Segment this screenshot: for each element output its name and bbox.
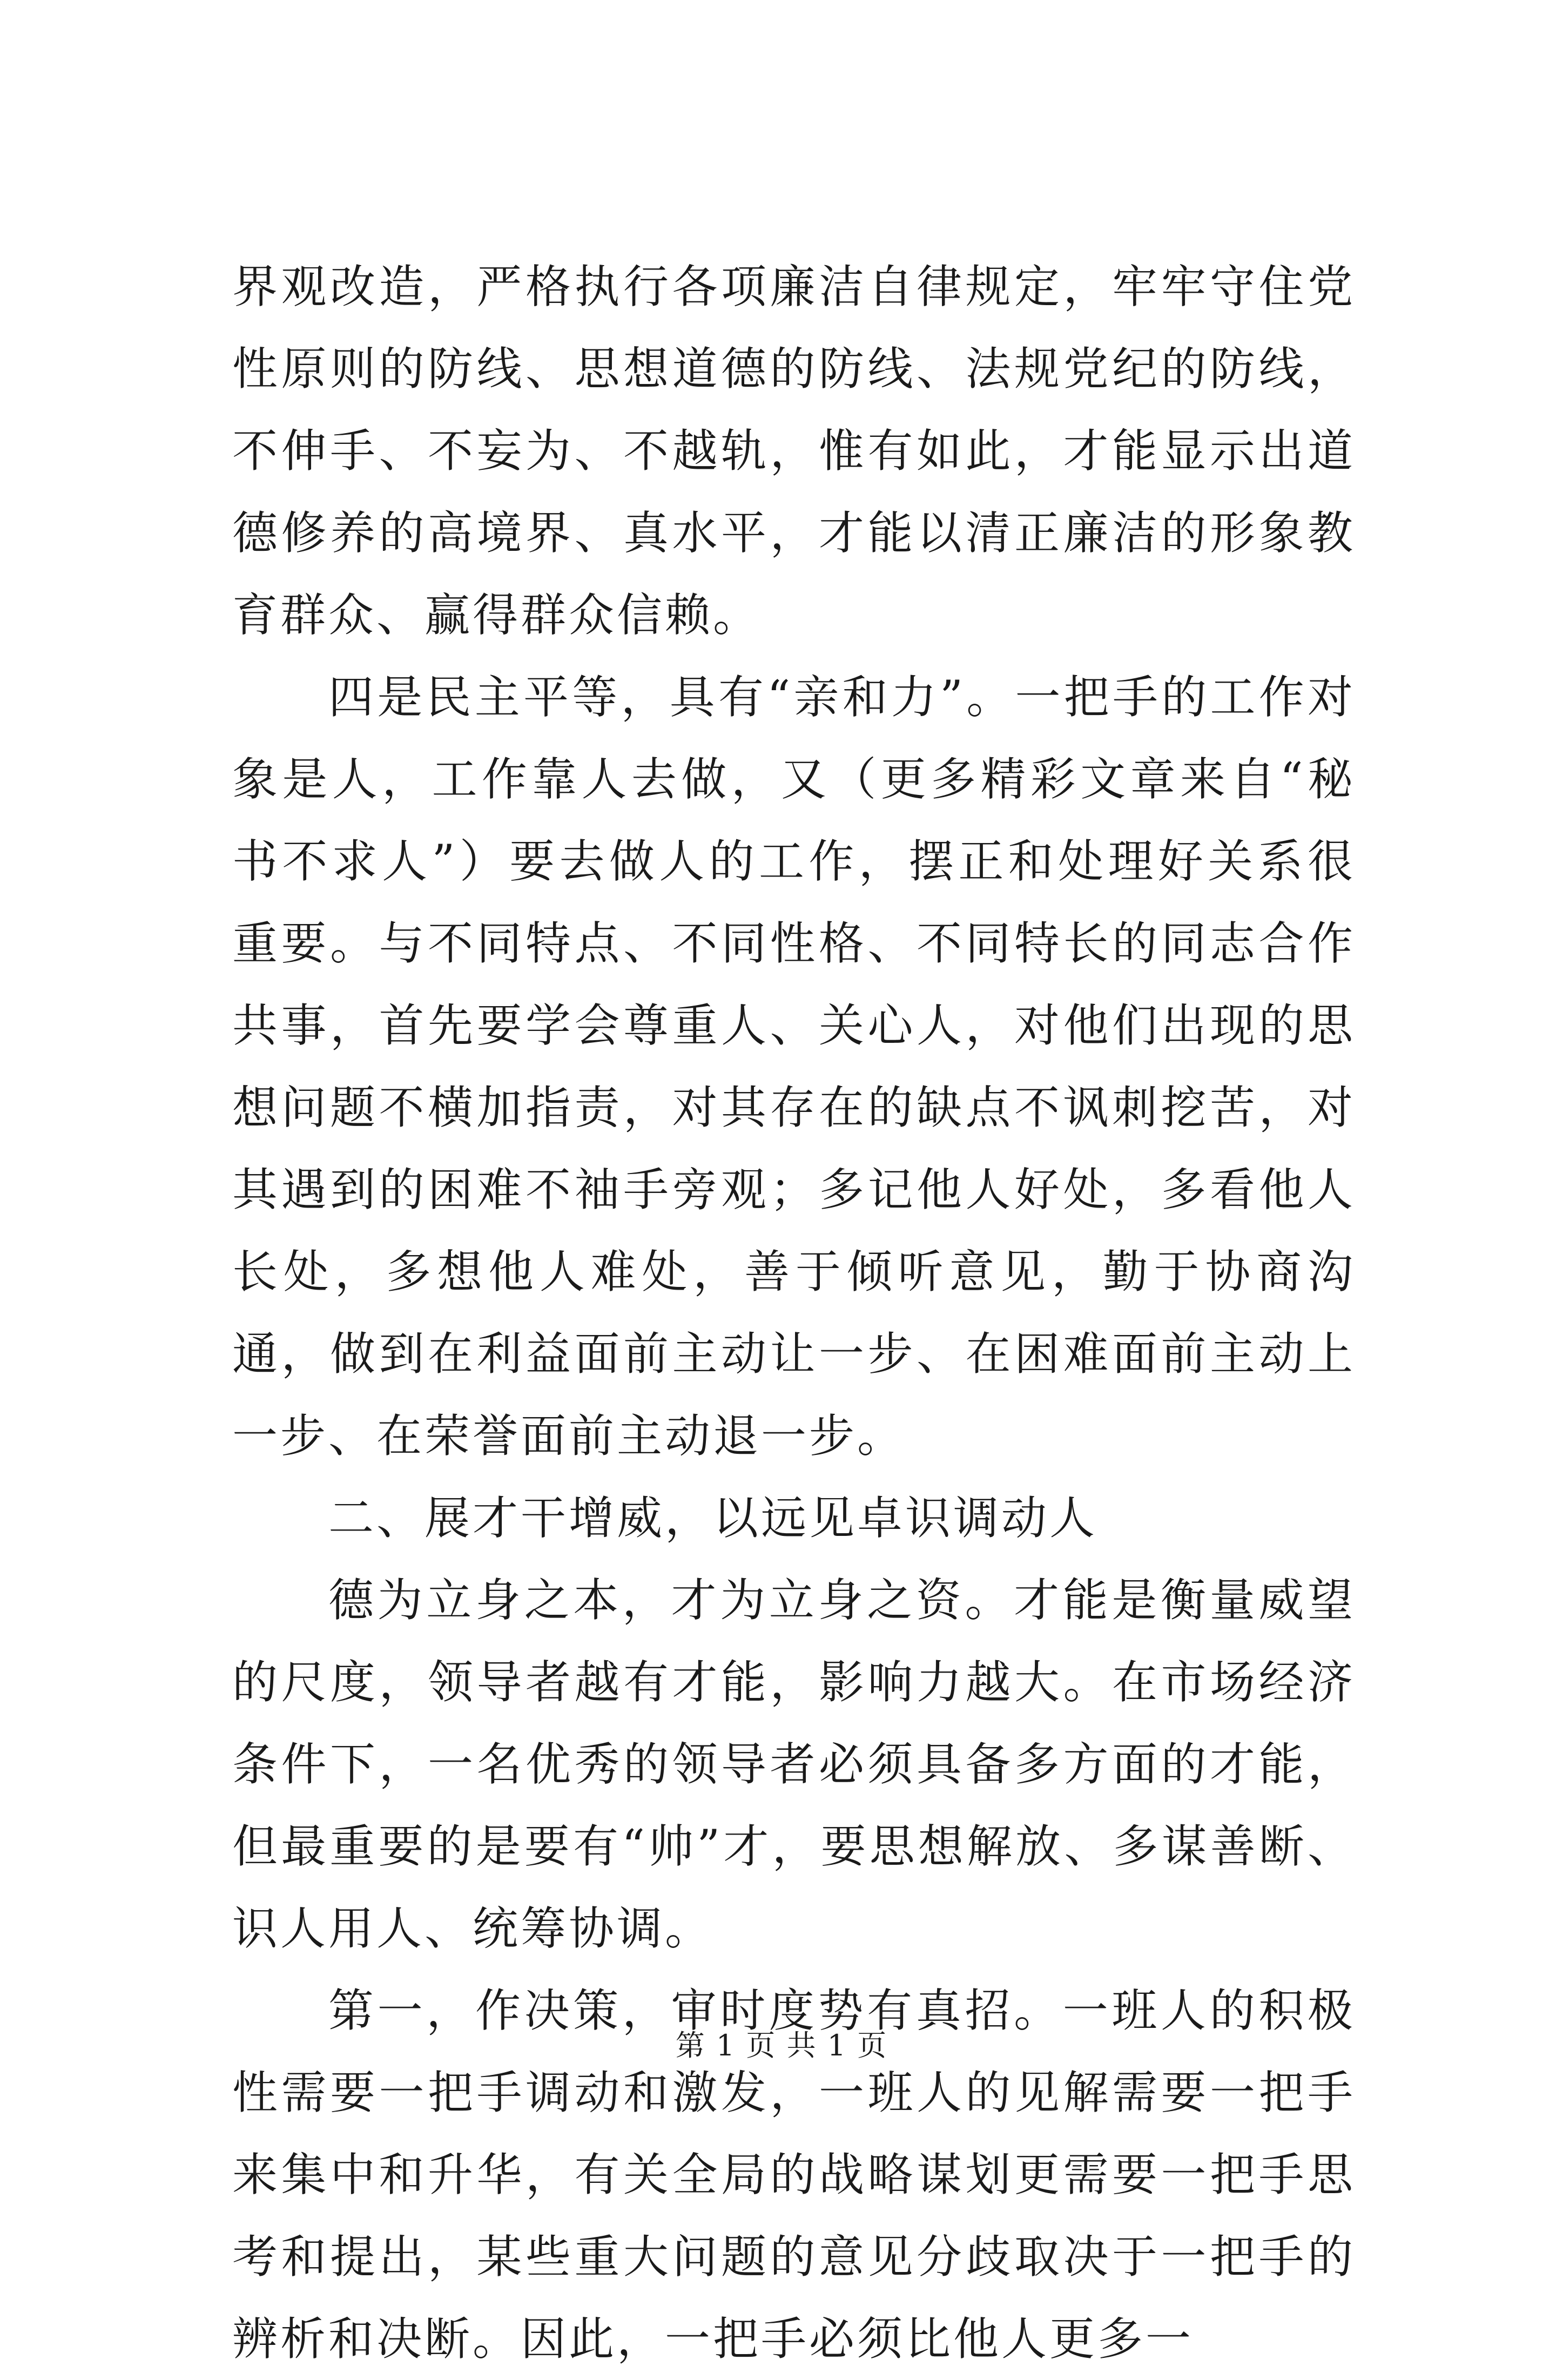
paragraph-virtue-talent: 德为立身之本，才为立身之资。才能是衡量威望的尺度，领导者越有才能，影响力越大。在市场经济条件下，一名优秀的领导者必须具备多方面的才能，但最重要的是要有“帅”才，要思想解放、多谋善断、识人用人、统筹协调。 xyxy=(232,1574,1356,1955)
paragraph-democracy-equality: 四是民主平等，具有“亲和力”。一把手的工作对象是人，工作靠人去做，又（更多精彩文章来自“秘书不求人”）要去做人的工作，摆正和处理好关系很重要。与不同特点、不同性格、不同特长的同志合作共事，首先要学会尊重人、关心人，对他们出现的思想问题不横加指责，对其存在的缺点不讽刺挖苦，对其遇到的困难不袖手旁观；多记他人好处，多看他人长处，多想他人难处，善于倾听意见，勤于协商沟通，做到在利益面前主动让一步、在困难面前主动上一步、在荣誉面前主动退一步。 xyxy=(232,671,1356,1462)
page-footer: 第 1 页 共 1 页 xyxy=(675,2028,888,2062)
paragraph-continuation: 界观改造，严格执行各项廉洁自律规定，牢牢守住党性原则的防线、思想道德的防线、法规党纪的防线，不伸手、不妄为、不越轨，惟有如此，才能显示出道德修养的高境界、真水平，才能以清正廉洁的形象教育群众、赢得群众信赖。 xyxy=(232,260,1356,642)
paragraph-decision-making: 第一，作决策，审时度势有真招。一班人的积极性需要一把手调动和激发，一班人的见解需要一把手来集中和升华，有关全局的战略谋划更需要一把手思考和提出，某些重大问题的意见分歧取决于一把手的辨析和决断。因此，一把手必须比他人更多一 xyxy=(232,1984,1356,2365)
section-heading-talent: 二、展才干增威，以远见卓识调动人 xyxy=(328,1492,1098,1545)
